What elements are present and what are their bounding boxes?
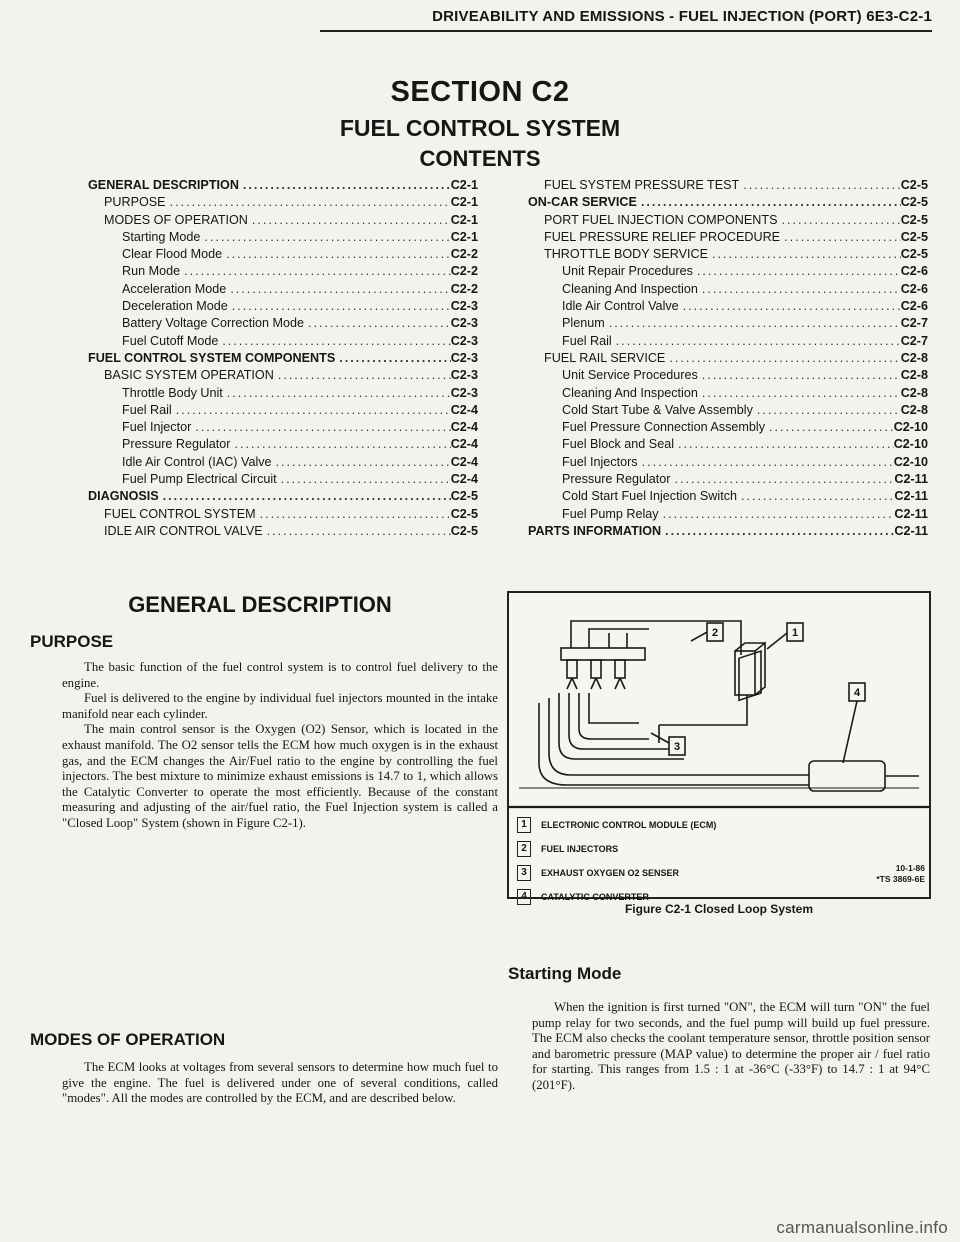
toc-entry-label: Deceleration Mode [122,299,228,314]
toc-entry-label: Idle Air Control (IAC) Valve [122,454,272,469]
toc-entry-page: C2-5 [450,489,478,504]
toc-entry-page: C2-1 [450,229,478,244]
purpose-text [62,660,498,832]
toc-entry-page: C2-8 [900,402,928,417]
legend-number: 4 [517,889,531,905]
toc-entry-page: C2-7 [900,316,928,331]
toc-left-column [88,178,478,541]
legend-number: 1 [517,817,531,833]
toc-leader-dots [739,178,900,192]
toc-leader-dots [228,299,451,313]
toc-entry-label: IDLE AIR CONTROL VALVE [104,523,263,538]
toc-entry-page: C2-10 [893,437,928,452]
toc-entry-label: Cleaning And Inspection [562,281,698,296]
legend-label: EXHAUST OXYGEN O2 SENSER [541,868,680,878]
toc-entry-label: Cold Start Fuel Injection Switch [562,489,737,504]
toc-leader-dots [777,213,900,227]
toc-entry [88,455,478,472]
toc-entry-label: PORT FUEL INJECTION COMPONENTS [544,212,778,227]
purpose-heading: PURPOSE [30,632,114,651]
legend-item [517,865,679,881]
toc-entry-label: Run Mode [122,264,181,279]
toc-entry-page: C2-8 [900,368,928,383]
toc-leader-dots [638,455,894,469]
callout-1: 1 [791,627,799,639]
toc-entry-label: BASIC SYSTEM OPERATION [104,368,274,383]
starting-mode-paragraph: When the ignition is first turned "ON", the ECM will turn "ON" the fuel pump relay for two seconds, and the fuel pump will build up fuel pressure. The ECM also checks the coolant temperature sensor, throttle position sensor and barometric pressure (MAP value) to determine the proper air / fuel ratio for starting. This ranges from 1.5 : 1 at -36°C (-33°F) to 14.7 : 1 at 94°C (201°F). [532,1000,930,1092]
toc-entry-label: Unit Repair Procedures [562,264,693,279]
toc-entry-page: C2-2 [450,281,478,296]
toc-entry [88,351,478,368]
toc-entry [88,420,478,437]
toc-entry-label: Cold Start Tube & Valve Assembly [562,402,753,417]
toc-entry [528,455,928,472]
toc-leader-dots [765,420,894,434]
toc-leader-dots [172,403,451,417]
toc-leader-dots [671,472,895,486]
toc-leader-dots [231,437,451,451]
purpose-paragraph: Fuel is delivered to the engine by individual fuel injectors mounted in the intake manifold near each cylinder. [62,691,498,721]
toc-entry-page: C2-4 [450,472,478,487]
toc-leader-dots [708,247,901,261]
toc-entry [528,489,928,506]
toc-entry [528,437,928,454]
toc-leader-dots [605,316,901,330]
toc-entry-page: C2-2 [450,247,478,262]
toc-entry-page: C2-10 [893,420,928,435]
toc-leader-dots [166,195,451,209]
toc-entry-page: C2-6 [900,264,928,279]
toc-entry-page: C2-5 [450,523,478,538]
toc-entry [528,507,928,524]
toc-leader-dots [780,230,901,244]
toc-leader-dots [661,524,894,538]
toc-leader-dots [200,230,450,244]
figure-date: 10-1-86 [895,863,925,873]
toc-entry-page: C2-3 [450,368,478,383]
toc-entry-page: C2-3 [450,350,478,365]
toc-entry-label: Battery Voltage Correction Mode [122,316,305,331]
toc-entry [88,403,478,420]
toc-entry-label: Clear Flood Mode [122,247,223,262]
watermark: carmanualsonline.info [776,1218,948,1237]
toc-leader-dots [256,507,451,521]
legend-label: ELECTRONIC CONTROL MODULE (ECM) [541,820,717,830]
toc-entry-label: Pressure Regulator [122,437,231,452]
toc-entry [88,386,478,403]
toc-leader-dots [304,316,451,330]
toc-entry [88,316,478,333]
toc-entry-page: C2-4 [450,402,478,417]
toc-entry [88,437,478,454]
toc-entry [88,264,478,281]
toc-leader-dots [222,247,451,261]
toc-entry [88,334,478,351]
toc-entry [88,230,478,247]
toc-leader-dots [698,386,901,400]
general-description-title: GENERAL DESCRIPTION [128,592,392,617]
toc-leader-dots [737,489,894,503]
toc-entry [88,247,478,264]
toc-entry-label: Fuel Pump Electrical Circuit [122,472,277,487]
toc-entry-label: PARTS INFORMATION [528,523,662,538]
toc-entry [88,213,478,230]
toc-leader-dots [272,455,451,469]
toc-leader-dots [277,472,451,486]
toc-entry-page: C2-1 [450,178,478,192]
toc-entry-page: C2-5 [900,178,928,192]
toc-entry [528,351,928,368]
toc-entry [528,282,928,299]
legend-label: FUEL INJECTORS [541,844,619,854]
toc-entry-label: FUEL CONTROL SYSTEM COMPONENTS [88,350,336,365]
legend-item [517,841,618,857]
toc-entry-label: Plenum [562,316,605,331]
toc-leader-dots [274,368,451,382]
toc-entry-page: C2-6 [900,281,928,296]
toc-entry [528,420,928,437]
toc-entry [88,489,478,506]
section-subtitle: FUEL CONTROL SYSTEM [339,115,621,141]
starting-mode-heading: Starting Mode [508,964,622,983]
toc-leader-dots [665,351,900,365]
toc-entry-page: C2-2 [450,264,478,279]
toc-entry-page: C2-4 [450,454,478,469]
toc-entry-label: Pressure Regulator [562,472,671,487]
toc-entry-label: Idle Air Control Valve [562,299,679,314]
toc-entry [88,507,478,524]
toc-leader-dots [263,524,451,538]
toc-entry-label: Starting Mode [122,229,201,244]
toc-entry-label: PURPOSE [104,195,166,210]
toc-entry-page: C2-3 [450,299,478,314]
toc-entry-label: FUEL PRESSURE RELIEF PROCEDURE [544,229,781,244]
toc-entry-page: C2-3 [450,385,478,400]
toc-entry-page: C2-1 [450,212,478,227]
toc-entry-page: C2-5 [900,212,928,227]
toc-leader-dots [659,507,895,521]
toc-entry-page: C2-11 [894,489,928,504]
page-header: DRIVEABILITY AND EMISSIONS - FUEL INJECTION (PORT) 6E3-C2-1 [432,8,932,25]
callout-2: 2 [711,627,719,639]
toc-entry-page: C2-5 [900,229,928,244]
toc-entry-page: C2-11 [894,506,928,521]
toc-entry-label: Fuel Pressure Connection Assembly [562,420,765,435]
toc-entry [88,282,478,299]
toc-entry-page: C2-6 [900,299,928,314]
toc-entry-label: Fuel Rail [122,402,172,417]
toc-entry-label: DIAGNOSIS [88,489,159,504]
toc-leader-dots [679,299,901,313]
section-title: SECTION C2 [390,76,570,108]
toc-entry-label: Cleaning And Inspection [562,385,698,400]
toc-entry-page: C2-3 [450,316,478,331]
toc-entry-label: Fuel Injectors [562,454,638,469]
toc-leader-dots [335,351,450,365]
callout-4: 4 [853,687,861,699]
toc-entry [88,472,478,489]
toc-entry [88,299,478,316]
legend-item [517,817,716,833]
toc-entry-label: Fuel Block and Seal [562,437,675,452]
toc-entry-page: C2-8 [900,385,928,400]
toc-entry [528,213,928,230]
header-rule [320,30,932,32]
toc-entry-page: C2-7 [900,333,928,348]
toc-entry-page: C2-4 [450,437,478,452]
figure-code [876,863,925,885]
legend-number: 2 [517,841,531,857]
toc-entry-label: GENERAL DESCRIPTION [88,178,239,192]
toc-entry [88,524,478,541]
toc-entry-label: Fuel Rail [562,333,612,348]
purpose-paragraph: The main control sensor is the Oxygen (O2) Sensor, which is located in the exhaust manifold. The O2 sensor tells the ECM how much oxygen is in the exhaust gas, and the ECM changes the Air/Fuel ratio to the engine by controlling the fuel injectors. The best mixture to minimize exhaust emissions is 14.7 to 1, which allows the Catalytic Converter to operate the most efficiently. Because of the constant measuring and adjusting of the air/fuel ratio, the Fuel Injection system is called a "Closed Loop" System (shown in Figure C2-1). [62,722,498,830]
toc-entry-page: C2-8 [900,350,928,365]
callout-3: 3 [673,741,681,753]
toc-entry [88,368,478,385]
toc-leader-dots [180,264,451,278]
toc-right-column [528,178,928,541]
legend-label: CATALYTIC CONVERTER [541,892,649,902]
toc-leader-dots [159,489,451,503]
legend-number: 3 [517,865,531,881]
toc-entry [528,316,928,333]
toc-entry [528,264,928,281]
figure-caption: Figure C2-1 Closed Loop System [624,902,814,916]
toc-entry [528,472,928,489]
toc-entry-label: Unit Service Procedures [562,368,698,383]
toc-entry-label: Fuel Cutoff Mode [122,333,219,348]
toc-entry-label: Fuel Injector [122,420,192,435]
toc-entry [88,195,478,212]
figure-id: *TS 3869-6E [876,874,925,884]
starting-mode-text [532,1000,930,1094]
toc-leader-dots [698,282,901,296]
toc-entry-page: C2-11 [894,523,928,538]
toc-entry-page: C2-5 [900,195,928,210]
toc-leader-dots [674,437,894,451]
toc-leader-dots [612,334,901,348]
toc-entry-page: C2-10 [893,454,928,469]
toc-leader-dots [637,195,901,209]
toc-entry [528,386,928,403]
toc-entry-page: C2-1 [450,195,478,210]
toc-entry [528,524,928,541]
toc-leader-dots [191,420,450,434]
toc-entry-label: ON-CAR SERVICE [528,195,637,210]
closed-loop-figure [507,591,931,902]
toc-leader-dots [693,264,901,278]
toc-leader-dots [223,386,451,400]
toc-entry-label: Throttle Body Unit [122,385,223,400]
toc-leader-dots [226,282,450,296]
toc-entry [528,195,928,212]
toc-leader-dots [753,403,901,417]
toc-entry-page: C2-5 [900,247,928,262]
modes-heading: MODES OF OPERATION [30,1030,226,1049]
toc-entry [528,299,928,316]
toc-leader-dots [239,178,451,192]
toc-entry-page: C2-5 [450,506,478,521]
toc-entry-label: MODES OF OPERATION [104,212,248,227]
toc-entry-label: FUEL SYSTEM PRESSURE TEST [544,178,740,192]
toc-entry-label: FUEL RAIL SERVICE [544,350,666,365]
toc-entry [528,334,928,351]
toc-entry [528,178,928,195]
toc-entry-page: C2-11 [894,472,928,487]
toc-entry [528,368,928,385]
toc-entry-page: C2-4 [450,420,478,435]
toc-leader-dots [698,368,901,382]
toc-entry [528,403,928,420]
toc-leader-dots [248,213,451,227]
toc-entry-label: FUEL CONTROL SYSTEM [104,506,256,521]
modes-text [62,1060,498,1107]
purpose-paragraph: The basic function of the fuel control system is to control fuel delivery to the engine. [62,660,498,690]
contents-heading: CONTENTS [419,146,541,171]
toc-entry-label: Fuel Pump Relay [562,506,659,521]
toc-entry-label: Acceleration Mode [122,281,227,296]
toc-entry-label: THROTTLE BODY SERVICE [544,247,708,262]
modes-paragraph: The ECM looks at voltages from several sensors to determine how much fuel to give the engine. The fuel is delivered under one of several conditions, called "modes". All the modes are controlled by the ECM, and are described below. [62,1060,498,1106]
toc-entry [88,178,478,195]
toc-entry-page: C2-3 [450,333,478,348]
toc-leader-dots [218,334,450,348]
toc-entry [528,230,928,247]
toc-entry [528,247,928,264]
